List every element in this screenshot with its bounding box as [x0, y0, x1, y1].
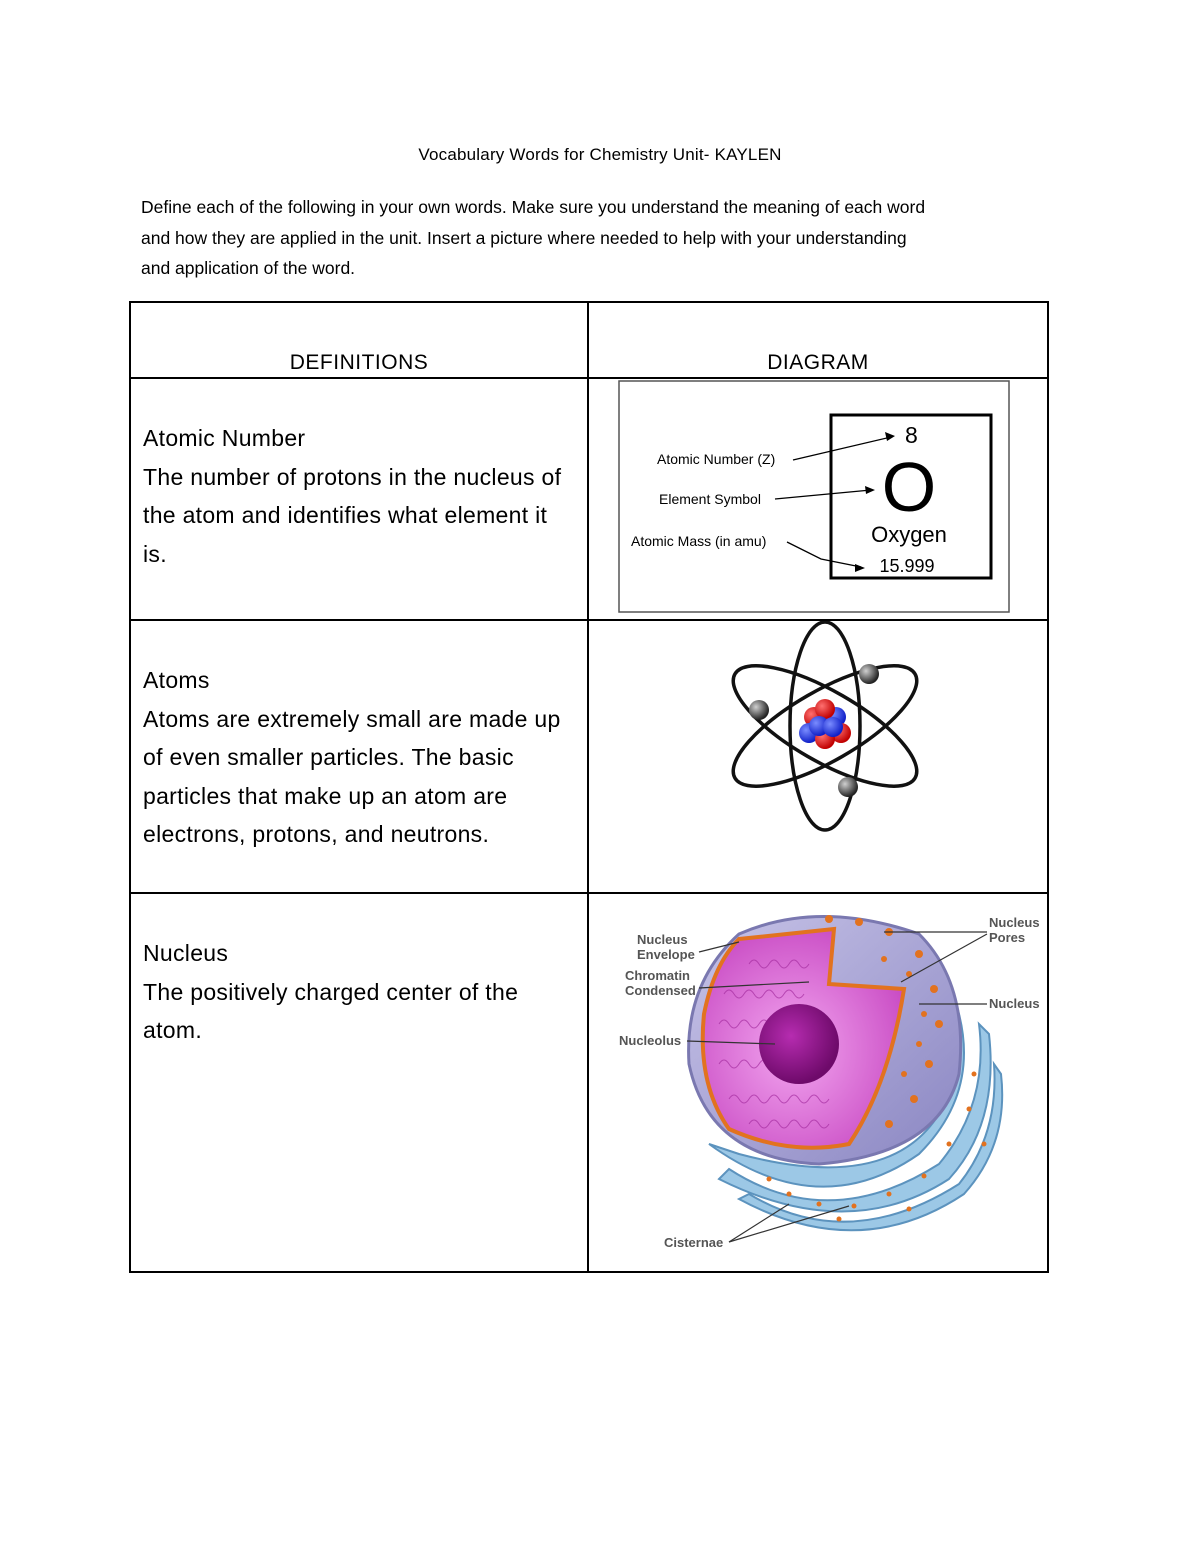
- cell-nucleus-diagram: [589, 894, 1047, 1266]
- electron: [838, 777, 858, 797]
- diagram-cell: [588, 620, 1048, 893]
- diagram-header: DIAGRAM: [588, 302, 1048, 378]
- definition-cell: [130, 620, 588, 893]
- label-nucleus-pores-1: Nucleus: [989, 915, 1040, 930]
- table-row: [130, 893, 1048, 1272]
- definition-cell: [130, 378, 588, 620]
- electron: [749, 700, 769, 720]
- instructions-line-2: and how they are applied in the unit. Insert a picture where needed to help with your understanding: [141, 227, 907, 248]
- definition-atoms: Atoms are extremely small are made up of even smaller particles. The basic particles that make up an atom are electrons, protons, and neutrons.: [143, 705, 561, 847]
- vocabulary-table: [129, 301, 1049, 1273]
- definition-cell: [130, 893, 588, 1272]
- atomic-number-value: 8: [905, 422, 918, 448]
- label-nucleus-pores-2: Pores: [989, 930, 1026, 945]
- label-cisternae: Cisternae: [664, 1235, 724, 1250]
- instructions: [141, 192, 1061, 284]
- element-box-diagram: [589, 379, 1047, 614]
- term-atoms: Atoms: [143, 667, 210, 693]
- instructions-line-3: and application of the word.: [141, 258, 356, 278]
- diagram-cell: [588, 378, 1048, 620]
- definition-nucleus: The positively charged center of the atom.: [143, 978, 519, 1043]
- definitions-header: DEFINITIONS: [130, 302, 588, 378]
- label-nucleus: Nucleus: [989, 996, 1040, 1011]
- label-chromatin-2: Condensed: [625, 983, 696, 998]
- nucleus-cluster: [799, 699, 851, 749]
- label-element-symbol: Element Symbol: [659, 491, 761, 507]
- label-nucleus-envelope-2: Envelope: [637, 947, 695, 962]
- atomic-mass-value: 15.999: [879, 556, 935, 576]
- instructions-line-1: Define each of the following in your own words. Make sure you understand the meaning of each word: [141, 197, 926, 217]
- element-symbol-value: O: [881, 448, 937, 526]
- table-row: [130, 378, 1048, 620]
- label-atomic-mass: Atomic Mass (in amu): [631, 533, 767, 549]
- label-nucleolus: Nucleolus: [619, 1033, 682, 1048]
- element-name-value: Oxygen: [871, 522, 947, 547]
- label-nucleus-envelope-1: Nucleus: [637, 932, 688, 947]
- page-title: Vocabulary Words for Chemistry Unit- KAYLEN: [418, 145, 782, 164]
- term-atomic-number: Atomic Number: [143, 425, 306, 451]
- label-atomic-number: Atomic Number (Z): [657, 451, 776, 467]
- electron: [859, 664, 879, 684]
- atom-model-diagram: [589, 621, 1047, 887]
- definition-atomic-number: The number of protons in the nucleus of the atom and identifies what element it is.: [143, 463, 562, 567]
- label-chromatin-1: Chromatin: [625, 968, 690, 983]
- diagram-cell: [588, 893, 1048, 1272]
- table-row: [130, 620, 1048, 893]
- term-nucleus: Nucleus: [143, 940, 229, 966]
